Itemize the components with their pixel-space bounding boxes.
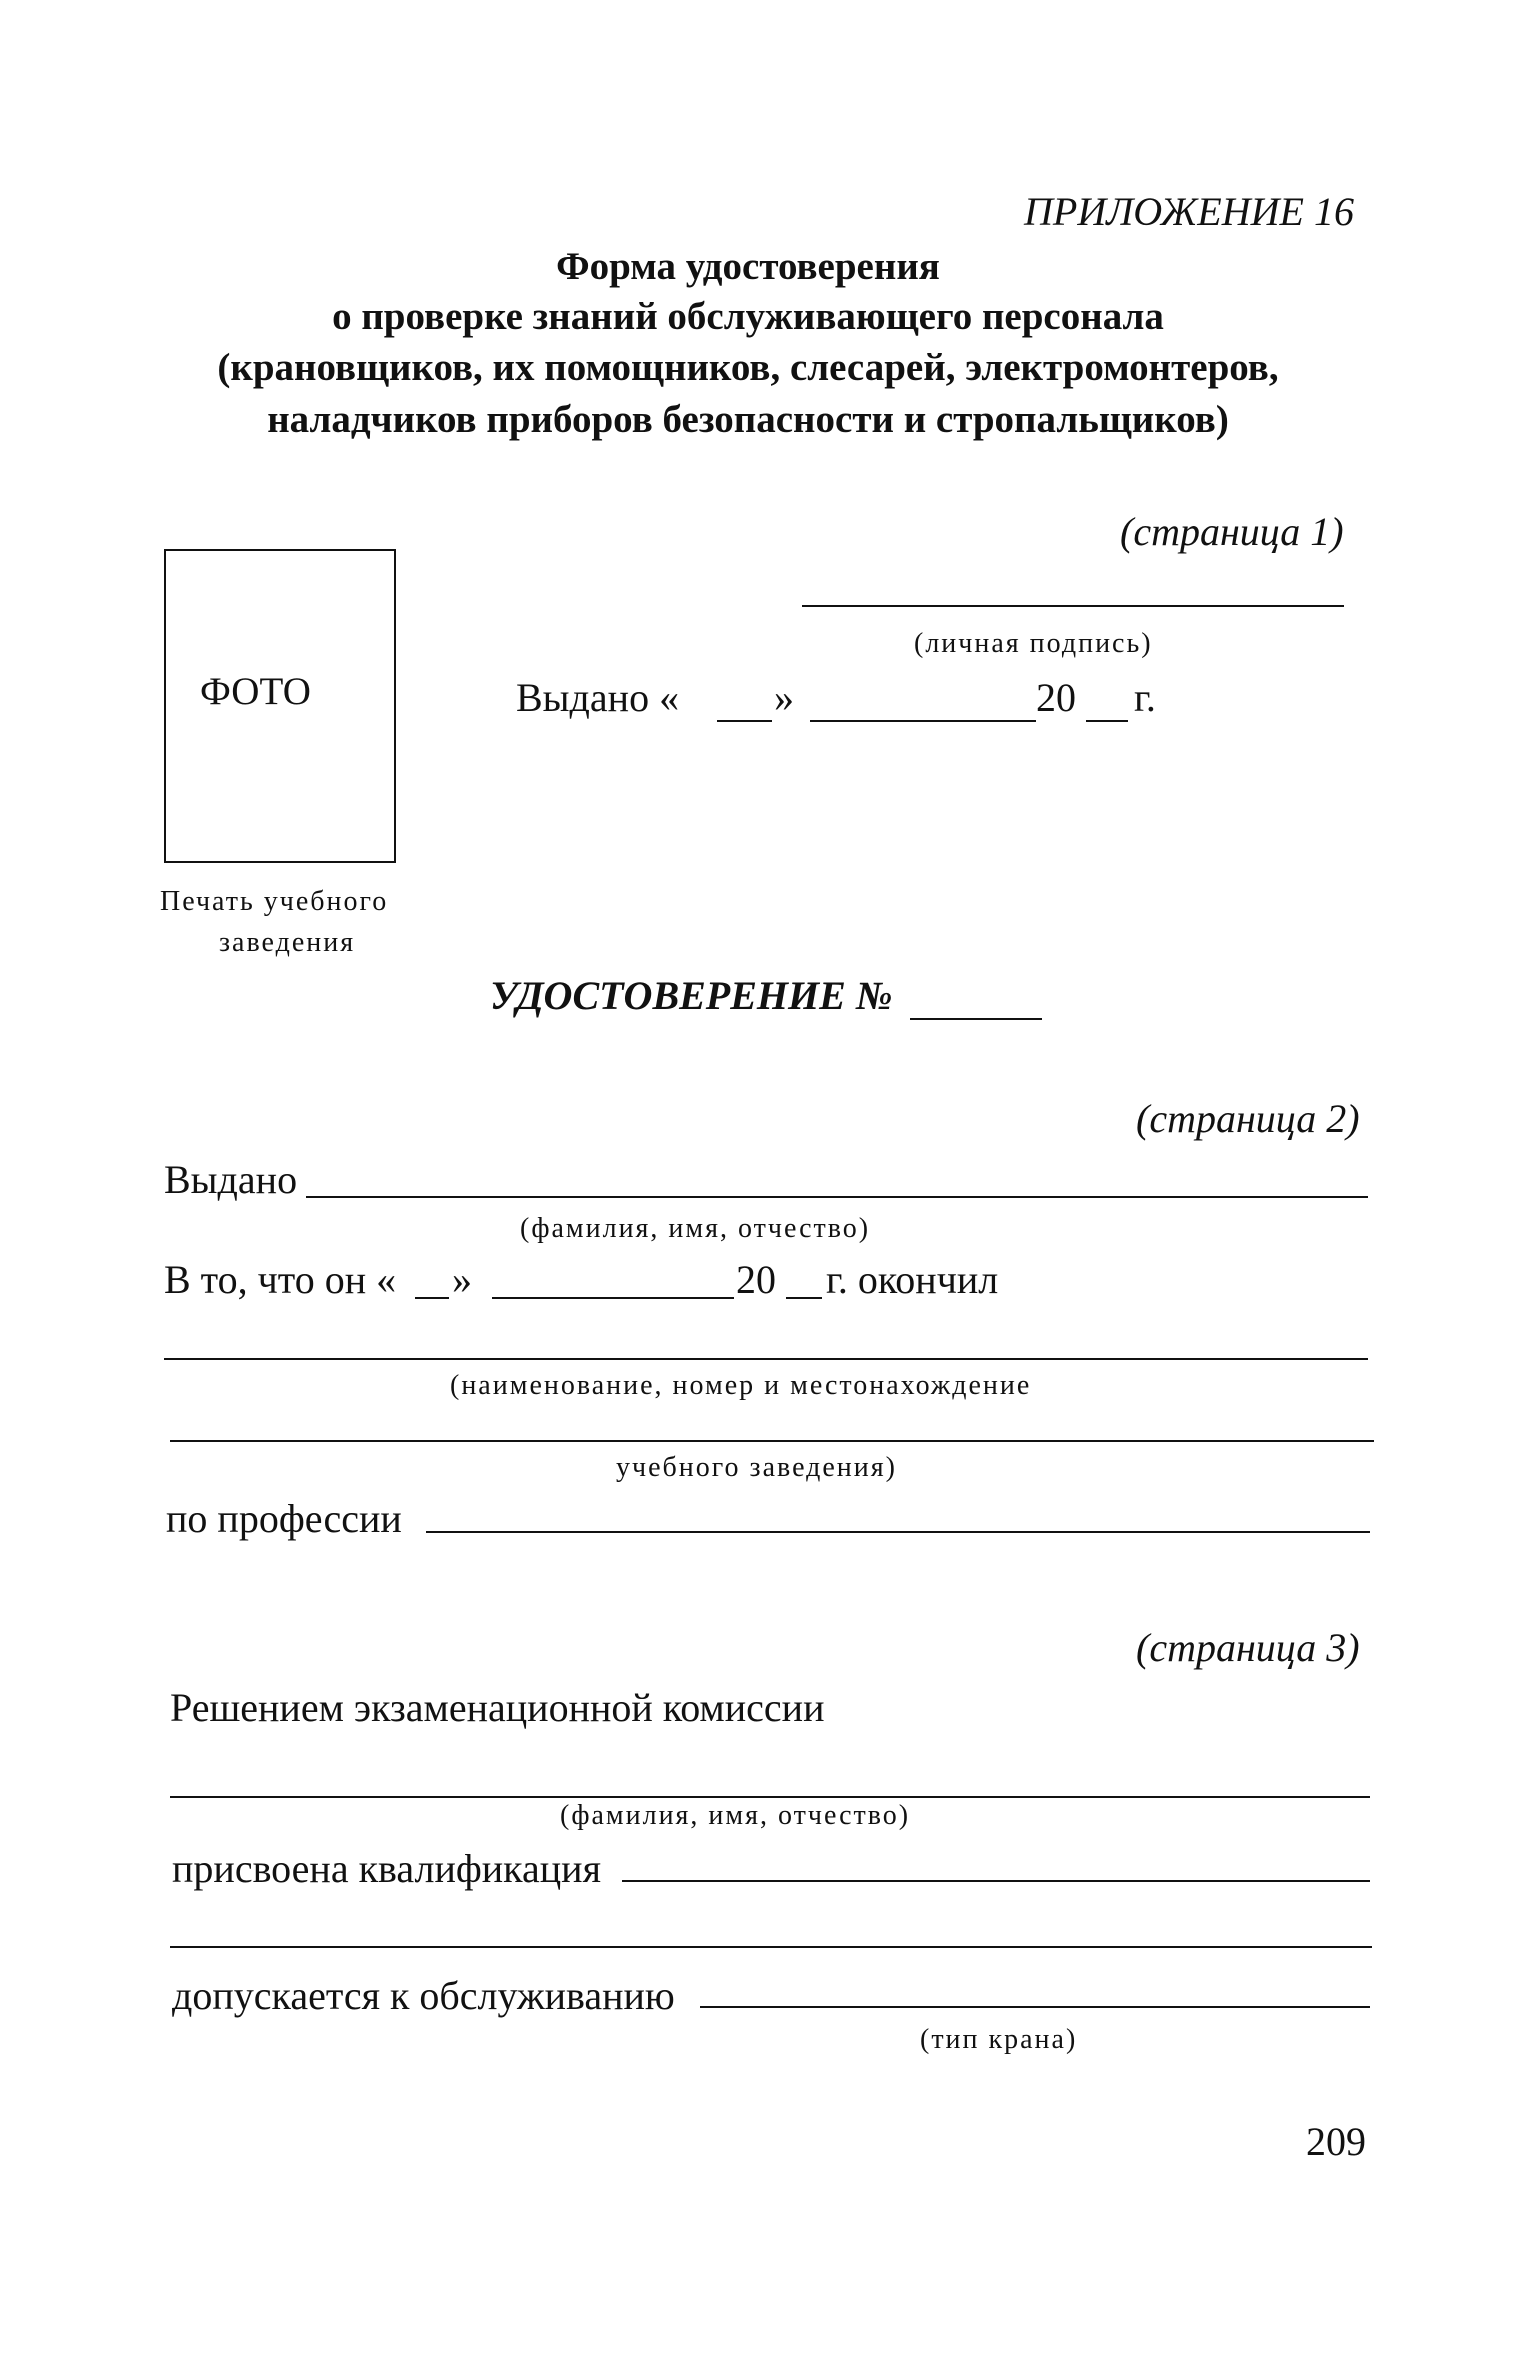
completed-quote-close: » [452,1257,472,1302]
completed-month-line [492,1297,734,1299]
admitted-line [700,2006,1370,2008]
issued-quote-close: » [774,675,794,720]
completed-year-line [786,1297,822,1299]
form-title-line-4: наладчиков приборов безопасности и стропальщиков) [267,398,1229,441]
completed-year: 20 [736,1257,776,1302]
qualification-label: присвоена квалификация [172,1846,601,1891]
institution-line-2 [170,1440,1374,1442]
institution-caption-2: учебного заведения) [616,1452,897,1483]
stamp-caption-line-1: Печать учебного [160,886,389,917]
appendix-label: ПРИЛОЖЕНИЕ 16 [1024,189,1354,234]
institution-caption-1: (наименование, номер и местонахождение [450,1370,1032,1401]
qualification-line-2 [170,1946,1372,1948]
issued-year: 20 [1036,675,1076,720]
issued-prefix: Выдано « [516,675,680,720]
page-2-label: (страница 2) [1136,1096,1360,1141]
admitted-label: допускается к обслуживанию [172,1973,675,2018]
completed-day-line [415,1297,449,1299]
issued-day-line [717,720,772,722]
issued-month-line [810,720,1036,722]
page-1-label: (страница 1) [1120,509,1344,554]
photo-box [164,549,396,863]
institution-line-1 [164,1358,1368,1360]
stamp-caption-line-2: заведения [219,927,356,958]
completed-prefix: В то, что он « [164,1257,397,1302]
page-number: 209 [1306,2119,1366,2164]
page-3-label: (страница 3) [1136,1625,1360,1670]
form-title-line-1: Форма удостоверения [556,245,940,288]
completed-suffix: г. окончил [826,1257,999,1302]
signature-caption: (личная подпись) [914,628,1153,659]
signature-line [802,605,1344,607]
profession-line [426,1531,1370,1533]
issued-to-line [306,1196,1368,1198]
issued-to-label: Выдано [164,1157,298,1202]
form-title-line-3: (крановщиков, их помощников, слесарей, электромонтеров, [217,346,1279,389]
issued-year-line [1086,720,1128,722]
profession-label: по профессии [166,1496,402,1541]
qualification-line [622,1880,1370,1882]
fio-caption: (фамилия, имя, отчество) [520,1213,871,1244]
commission-fio-line [170,1796,1370,1798]
certificate-title: УДОСТОВЕРЕНИЕ № [490,973,893,1018]
commission-label: Решением экзаменационной комиссии [170,1685,825,1730]
issued-year-suffix: г. [1134,675,1156,720]
commission-fio-caption: (фамилия, имя, отчество) [560,1800,911,1831]
certificate-number-line [910,1018,1042,1020]
photo-label: ФОТО [200,670,311,713]
crane-type-caption: (тип крана) [920,2024,1078,2055]
form-title-line-2: о проверке знаний обслуживающего персонала [332,295,1164,338]
